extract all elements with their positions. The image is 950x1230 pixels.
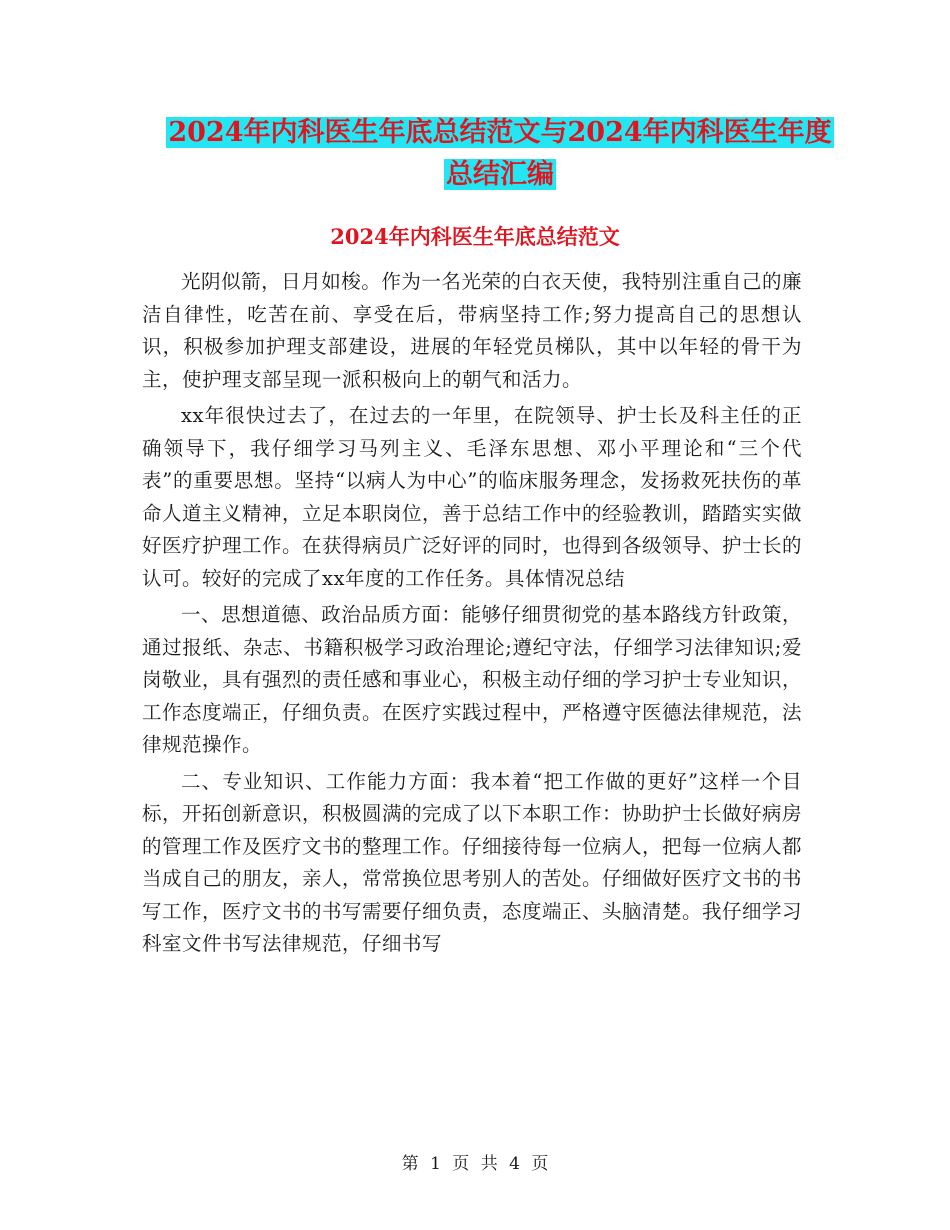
paragraph-3: 一、思想道德、政治品质方面：能够仔细贯彻党的基本路线方针政策，通过报纸、杂志、书籍积极学习政治理论;遵纪守法，仔细学习法律知识;爱岗敬业，具有强烈的责任感和事业心，积极主动仔细的学习护士专业知识，工作态度端正，仔细负责。在医疗实践过程中，严格遵守医德法律规范，法律规范操作。	[142, 603, 803, 756]
paragraph-1: 光阴似箭，日月如梭。作为一名光荣的白衣天使，我特别注重自己的廉洁自律性，吃苦在前、享受在后，带病坚持工作;努力提高自己的思想认识，积极参加护理支部建设，进展的年轻党员梯队，其中以年轻的骨干为主，使护理支部呈现一派积极向上的朝气和活力。	[142, 270, 802, 391]
section-title: 2024年内科医生年底总结范文	[330, 224, 620, 249]
document-title-line-2: 总结汇编	[446, 159, 554, 190]
paragraph-2: xx年很快过去了，在过去的一年里，在院领导、护士长及科主任的正确领导下，我仔细学习马列主义、毛泽东思想、邓小平理论和“三个代表”的重要思想。坚持“以病人为中心”的临床服务理念，发扬救死扶伤的革命人道主义精神，立足本职岗位，善于总结工作中的经验教训，踏踏实实做好医疗护理工作。在获得病员广泛好评的同时，也得到各级领导、护士长的认可。较好的完成了xx年度的工作任务。具体情况总结	[142, 404, 803, 590]
document-body	[142, 266, 802, 965]
paragraph-4: 二、专业知识、工作能力方面：我本着“把工作做的更好”这样一个目标，开拓创新意识，积极圆满的完成了以下本职工作：协助护士长做好病房的管理工作及医疗文书的整理工作。仔细接待每一位病人，把每一位病人都当成自己的朋友，亲人，常常换位思考别人的苦处。仔细做好医疗文书的书写工作，医疗文书的书写需要仔细负责，态度端正、头脑清楚。我仔细学习科室文件书写法律规范，仔细书写	[142, 769, 803, 955]
document-title	[110, 112, 890, 196]
page-footer: 第 1 页 共 4 页	[401, 1154, 549, 1174]
document-title-line-1: 2024年内科医生年底总结范文与2024年内科医生年度	[168, 117, 832, 148]
